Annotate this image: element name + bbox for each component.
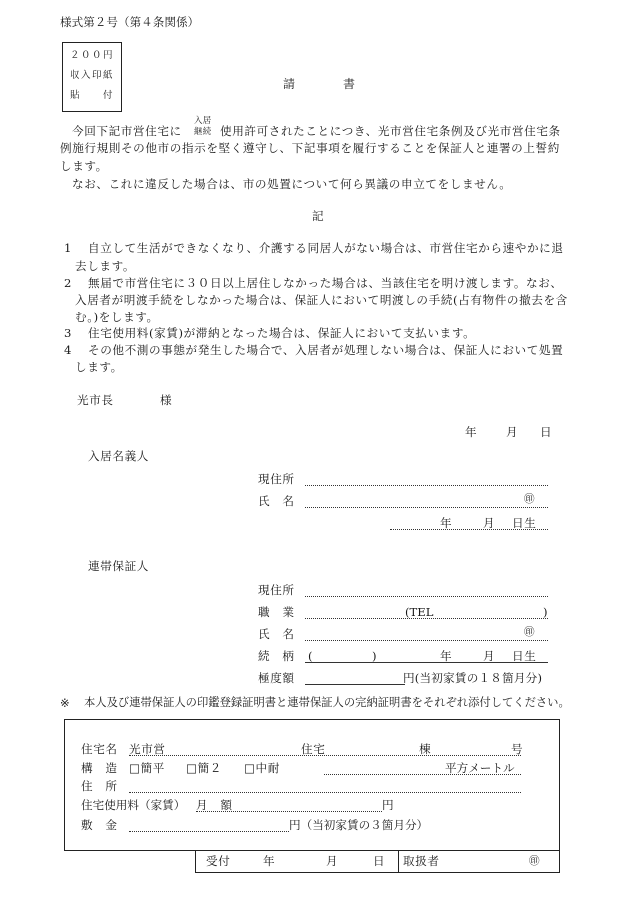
note-mark: ※ [60, 696, 70, 710]
rent-label: 住宅使用料（家賃） [81, 798, 186, 812]
guarantor-limit-suffix: 円(当初家賃の１８箇月分) [403, 671, 543, 685]
reception-label: 受付 [206, 854, 231, 868]
tenant-address-label: 現住所 [258, 472, 295, 486]
tenant-birth-month: 月 [483, 516, 496, 530]
guarantor-occupation-label: 職 業 [258, 605, 295, 619]
tenant-birth-day: 日生 [512, 516, 537, 530]
item-number: 1 [64, 241, 72, 255]
note-text: 本人及び連帯保証人の印鑑登録証明書と連帯保証人の完納証明書をそれぞれ添付してください。 [84, 696, 570, 709]
guarantor-limit-label: 極度額 [258, 671, 295, 685]
item-number: 2 [64, 276, 72, 290]
guarantor-address-fill-line [305, 596, 548, 597]
item-text: します。 [75, 360, 123, 374]
handler-label: 取扱者 [403, 854, 440, 868]
structure-option-kan2: □簡２ [186, 761, 222, 775]
tenant-heading: 入居名義人 [88, 449, 149, 463]
item-number: 4 [64, 343, 72, 357]
tenant-seal-mark: ㊞ [524, 493, 535, 505]
intro-line1-before: 今回下記市営住宅に [72, 124, 182, 138]
tenant-name-label: 氏 名 [258, 494, 295, 508]
structure-label: 構 造 [81, 761, 118, 775]
tenant-birth-fill-line [390, 529, 548, 530]
date-year: 年 [465, 425, 478, 439]
item-text: 住宅使用料(家賃)が滞納となった場合は、保証人において支払います。 [88, 326, 476, 340]
intro-line2: 例施行規則その他市の指示を堅く遵守し、下記事項を履行することを保証人と連署の上誓約 [60, 141, 560, 155]
guarantor-relation-fill-line [305, 662, 548, 663]
area-unit: 平方メートル [445, 761, 515, 775]
intro-option-continue: 継続 [194, 127, 212, 137]
guarantor-limit-fill-line [305, 684, 405, 685]
document-title: 請 書 [283, 77, 359, 91]
intro-line4: なお、これに違反した場合は、市の処置について何ら異議の申立てをしません。 [72, 177, 512, 191]
housing-name-fill-line [129, 755, 521, 756]
intro-option-move-in: 入居 [194, 116, 212, 126]
guarantor-tel-open: (TEL [405, 605, 434, 619]
rent-monthly-label: 月 額 [196, 798, 233, 812]
rent-unit: 円 [382, 798, 395, 812]
guarantor-tel-close: ) [543, 605, 548, 619]
housing-name-prefix: 光市営 [129, 742, 166, 756]
item-text: 無届で市営住宅に３０日以上居住しなかった場合は、当該住宅を明け渡します。なお、 [88, 276, 563, 290]
ki-heading: 記 [312, 209, 325, 223]
stamp-affix-text: 貼 付 [69, 90, 114, 101]
item-number: 3 [64, 326, 72, 340]
guarantor-relation-open: ( [308, 649, 313, 663]
stamp-label: 収入印紙 [69, 70, 114, 81]
addressee-suffix: 様 [160, 393, 173, 407]
item-text: 自立して生活ができなくなり、介護する同居人がない場合は、市営住宅から速やかに退 [88, 241, 564, 255]
housing-name-label: 住宅名 [81, 742, 118, 756]
guarantor-birth-day: 日生 [512, 649, 537, 663]
guarantor-address-label: 現住所 [258, 583, 295, 597]
tenant-name-fill-line [305, 507, 548, 508]
guarantor-name-label: 氏 名 [258, 627, 295, 641]
reception-year: 年 [263, 854, 276, 868]
guarantor-birth-month: 月 [483, 649, 496, 663]
intro-line3: します。 [60, 159, 108, 173]
housing-info-box [64, 719, 560, 851]
handler-seal-mark: ㊞ [529, 855, 540, 867]
date-month: 月 [506, 425, 519, 439]
tenant-birth-year: 年 [440, 516, 453, 530]
housing-name-building: 棟 [419, 742, 432, 756]
item-text: 入居者が明渡手続をしなかった場合は、保証人において明渡しの手続(占有物件の撤去を含 [75, 293, 568, 307]
reception-month: 月 [326, 854, 339, 868]
housing-address-fill-line [129, 792, 521, 793]
form-number: 様式第２号（第４条関係） [60, 15, 200, 29]
reception-box [195, 850, 560, 873]
deposit-suffix: 円（当初家賃の３箇月分） [289, 818, 429, 832]
guarantor-seal-mark: ㊞ [524, 626, 535, 638]
date-day: 日 [540, 425, 553, 439]
addressee-name: 光市長 [77, 393, 114, 407]
reception-divider [398, 850, 399, 872]
structure-option-kanpei: □簡平 [129, 761, 165, 775]
guarantor-heading: 連帯保証人 [88, 559, 149, 573]
guarantor-relation-close: ) [372, 649, 377, 663]
deposit-label: 敷 金 [81, 818, 118, 832]
reception-day: 日 [373, 854, 386, 868]
guarantor-name-fill-line [305, 640, 548, 641]
housing-name-housing: 住宅 [301, 742, 326, 756]
structure-option-chutai: □中耐 [244, 761, 280, 775]
intro-line1-after: 使用許可されたことにつき、光市営住宅条例及び光市営住宅条 [220, 124, 561, 138]
housing-name-unit: 号 [511, 742, 524, 756]
deposit-fill-line [129, 831, 289, 832]
guarantor-relation-label: 続 柄 [258, 649, 295, 663]
item-text: む。)をします。 [75, 310, 159, 324]
item-text: その他不測の事態が発生した場合で、入居者が処理しない場合は、保証人において処置 [88, 343, 564, 357]
housing-address-label: 住 所 [81, 779, 118, 793]
rent-fill-line [196, 811, 382, 812]
guarantor-birth-year: 年 [440, 649, 453, 663]
item-text: 去します。 [75, 259, 136, 273]
revenue-stamp-box [62, 42, 122, 112]
tenant-address-fill-line [305, 485, 548, 486]
stamp-amount: ２００円 [69, 50, 114, 61]
